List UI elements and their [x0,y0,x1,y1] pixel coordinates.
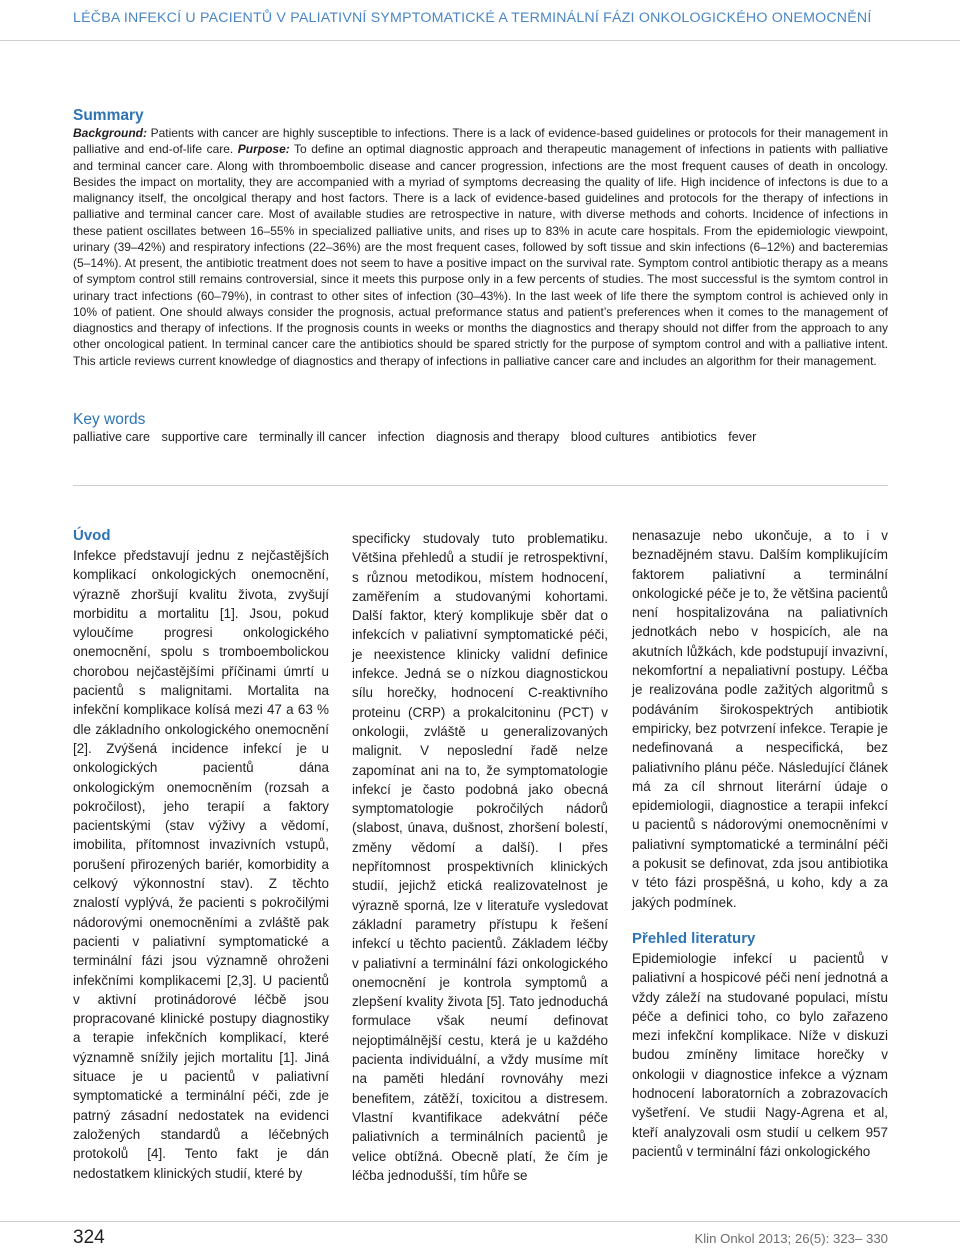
keyword: diagnosis and therapy [436,430,560,444]
intro-paragraph: Infekce představují jednu z nejčastějších komplikací onkologických onemocnění, výrazně zhoršují kvalitu života, zvyšují morbiditu a mortalitu [1]. Jsou, pokud vyloučíme progresi onkologického onemocnění, spolu s tromboembolickou chorobou nejčastějšími příčinami úmrtí u pacientů s malignitami. Mortalita na infekční komplikace kolísá mezi 47 a 63 % dle základního onkologického onemocnění [2]. Zvýšená incidence infekcí je u onkologických pacientů dána onkologickým onemocněním (rozsah a pokročilost), jeho terapií a faktory pacientskými (stav výživy a vědomí, imobilita, přítomnost invazivních vstupů, porušení přirozených bariér, komorbidity a celkový výkonnostní stav). Z těchto znalostí vyplývá, že pacienti s pokročilými nádorovými onemocněními a zvláště pak pacienti v paliativní symptomatické a terminální fázi jsou významně ohroženi infekčními komplikacemi [2,3]. U pacientů v aktivní protinádorové léčbě jsou propracované klinické postupy diagnostiky a terapie infekčních komplikací, které významně snížily jejich mortalitu [1]. Jiná situace je u pacientů v paliativní symptomatické a terminální péči, zde je patrný zásadní nedostatek na evidenci založených standardů a léčebných protokolů [4]. Tento fakt je dán nedostatkem klinických studií, které by [73,548,329,1181]
summary-title: Summary [73,107,144,124]
keyword: palliative care [73,430,151,444]
body-column-1 [73,526,329,1183]
literature-paragraph: Epidemiologie infekcí u pacientů v paliativní a hospicové péči není jednotná a vždy záleží na studované populaci, místu péče a definici toho, co bylo zařazeno mezi infekční komplikace. Níže v diskuzi budou zmíněny limitace horečky v onkologii v diagnostice infekce a význam hodnocení laboratorních a zobrazovacích vyšetření. Ve studii Nagy-Agrena et al, kteří analyzovali osm studií u celkem 957 pacientů v terminální fázi onkologického [632,950,888,1159]
background-label: Background: [73,126,148,140]
keyword: antibiotics [660,430,717,444]
intro-heading: Úvod [73,527,111,544]
literature-heading: Přehled literatury [632,929,756,947]
keywords-title: Key words [73,411,146,428]
keyword: terminally ill cancer [259,430,367,444]
body-column-2 [352,529,608,1185]
summary-section [73,106,888,369]
footer-divider [0,1221,960,1222]
background-text: Patients with cancer are highly susceptible to infections. There is a lack of evidence-based guidelines or protocols for their management in palliative and end-of-life care. [73,126,888,157]
summary-abstract [73,125,888,369]
header-divider [0,40,960,41]
body-paragraph: specificky studovaly tuto problematiku. Většina přehledů a studií je retrospektivní, s různou metodikou, místem hodnocení, zaměřením a studovanými kohortami. Další faktor, který komplikuje sběr dat o infekcích v paliativní symptomatické péči, je neexistence klinicky validní definice infekce. Jedná se o nízkou diagnostickou sílu horečky, hodnocení C-reaktivního proteinu (CRP) a prokalcitoninu (PCT) v onkologii, zvláště u generalizovaných malignit. V neposlední řadě nelze zapomínat ani na to, že symptomatologie infekcí je často podobná jako obecná symptomatologie pokročilých nádorů (slabost, únava, dušnost, zhoršení bolestí, změny vědomí a další). I přes nepřítomnost prospektivních klinických studií, jejichž etická realizovatelnost je výrazně sporná, lze v literatuře vysledovat základní parametry přístupu k řešení infekcí u těchto pacientů. Základem léčby v paliativní a terminální fázi onkologického onemocnění je kontrola symptomů a zlepšení kvality života [5]. Tato jednoduchá formulace však neumí definovat nejoptimálnější cestu, která je u každého pacienta individuální, a vždy musíme mít na paměti hledání rovnováhy mezi benefitem, zátěží, toxicitou a distresem. Vlastní kvantifikace adekvátní péče paliativních a terminálních pacientů je velice obtížná. Obecně platí, že čím je léčba jednodušší, tím hůře se [352,531,608,1183]
keywords-list [73,428,764,446]
page-number: 324 [73,1227,105,1248]
purpose-text: To define an optimal diagnostic approach and therapeutic management of infections in patients with palliative and terminal cancer care. Along with thromboembolic disease and cancer progression, infections are the most frequent causes of death in oncology. Besides the impact on mortality, they are accompanied with a myriad of symptoms decreasing the quality of life. High incidence of infectons is due to a malignancy itself, the oncolgical therapy and host factors. There is a lack of evidence-based guidelines and protocols for the therapy of infections in palliative and terminal cancer care. Most of available studies are retrospective in nature, with diverse methods and cohorts. Incidence of infections in these patient oscillates between 16–55% in specialized palliative units, and rises up to 83% in acute care hospitals. From the epidemiologic viewpoint, urinary (39–42%) and respiratory infections (22–36%) are the most frequent cases, followed by soft tissue and skin infections (6–12%) and bacteremias (5–14%). At present, the antibiotic treatment does not seem to have a positive impact on the survival rate. Symptom control antibiotic therapy as a means of symptom control still remains controversial, since it meets this purpose only in a few percents of studies. The most successful is the symtom control in urinary tract infections (60–79%), in contrast to other sites of infection (30–43%). In the last week of life there the symptom control is achieved only in 10% of patient. One should always consider the prognosis, actual preformance status and patient’s preferences when it comes to the management of diagnostics and therapy of infections. If the prognosis counts in weeks or months the diagnostics and therapy should not differ from the approach to any other oncological patient. In terminal cancer care the antibiotics should be spared strictly for the purpose of symptom control and with a palliative intent. This article reviews current knowledge of diagnostics and therapy of infections in palliative cancer care and includes an algorithm for their management. [73,142,889,368]
section-divider [73,485,888,486]
body-column-3 [632,526,888,1161]
keyword: fever [728,430,757,444]
keyword: infection [377,430,425,444]
purpose-label: Purpose: [237,142,290,157]
keyword: blood cultures [570,430,650,444]
journal-reference: Klin Onkol 2013; 26(5): 323– 330 [694,1231,888,1246]
running-header: LÉČBA INFEKCÍ U PACIENTŮ V PALIATIVNÍ SYMPTOMATICKÉ A TERMINÁLNÍ FÁZI ONKOLOGICKÉHO ONEMOCNĚNÍ [73,10,872,26]
keyword: supportive care [161,430,248,444]
body-paragraph: nenasazuje nebo ukončuje, a to i v beznadějném stavu. Dalším komplikujícím faktorem paliativní a terminální onkologické péče je to, že většina pacientů není hospitalizována na paliativních jednotkách nebo v hospicích, ale na akutních lůžkách, kde podstupují invazivní, nekomfortní a nepaliativní postupy. Léčba je realizována podle zažitých algoritmů s podáváním širokospektrých antibiotik empiricky, bez potvrzení infekce. Terapie je nedefinovaná a nespecifická, bez paliativního plánu péče. Následující článek má za cíl shrnout literární údaje o epidemiologii, diagnostice a terapii infekcí u pacientů s nádorovými onemocněními v paliativní symptomatické a terminální péči a pokusit se definovat, zda jsou antibiotika v této fázi prospěšná, u koho, kdy a za jakých podmínek. [632,528,888,910]
